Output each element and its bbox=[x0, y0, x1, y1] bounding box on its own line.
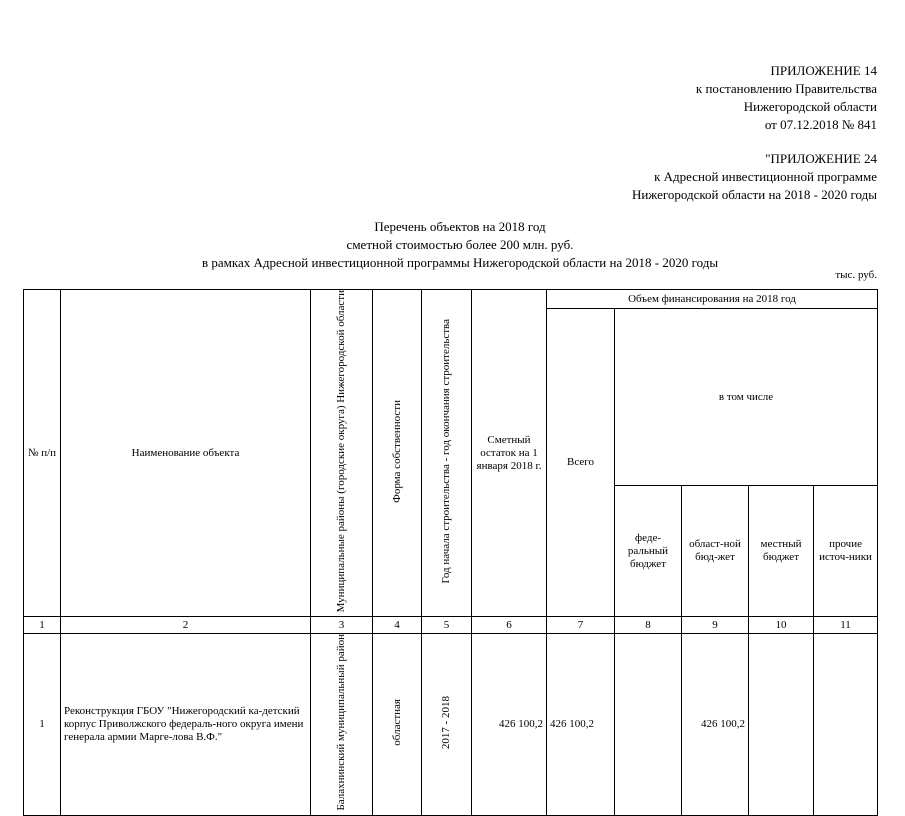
header-regional: област-ной бюд-жет bbox=[682, 486, 749, 617]
row-total: 426 100,2 bbox=[547, 634, 615, 816]
header-local: местный бюджет bbox=[749, 486, 814, 617]
title-line2: сметной стоимостью более 200 млн. руб. bbox=[346, 237, 574, 252]
header-estimate: Сметный остаток на 1 января 2018 г. bbox=[472, 290, 547, 617]
row-years-text: 2017 - 2018 bbox=[440, 696, 452, 750]
appendix-14-line2: к постановлению Правительства bbox=[695, 81, 877, 96]
row-years bbox=[422, 634, 472, 816]
row-other bbox=[814, 634, 878, 816]
col-number: 9 bbox=[682, 617, 749, 634]
col-number: 1 bbox=[24, 617, 61, 634]
header-district-text: Муниципальные районы (городские округа) Нижегородской области bbox=[335, 290, 347, 613]
column-numbers-row bbox=[24, 617, 878, 634]
appendix-24-header bbox=[632, 150, 877, 204]
col-number: 8 bbox=[615, 617, 682, 634]
row-num: 1 bbox=[24, 634, 61, 816]
row-ownership bbox=[373, 634, 422, 816]
col-number: 4 bbox=[373, 617, 422, 634]
row-regional: 426 100,2 bbox=[682, 634, 749, 816]
header-years bbox=[422, 290, 472, 617]
row-local bbox=[749, 634, 814, 816]
row-district bbox=[311, 634, 373, 816]
header-years-text: Год начала строительства - год окончания строительства bbox=[440, 318, 452, 584]
row-estimate: 426 100,2 bbox=[472, 634, 547, 816]
document-title bbox=[0, 218, 905, 272]
units-label: тыс. руб. bbox=[835, 269, 877, 281]
header-total: Всего bbox=[547, 309, 615, 617]
col-number: 6 bbox=[472, 617, 547, 634]
objects-table bbox=[23, 289, 878, 816]
row-ownership-text: областная bbox=[390, 699, 403, 746]
appendix-14-header bbox=[696, 62, 877, 134]
appendix-14-line1: ПРИЛОЖЕНИЕ 14 bbox=[770, 63, 877, 78]
row-federal bbox=[615, 634, 682, 816]
header-row-1 bbox=[24, 290, 878, 309]
col-number: 2 bbox=[61, 617, 311, 634]
appendix-14-line3: Нижегородской области bbox=[743, 99, 877, 114]
col-number: 11 bbox=[814, 617, 878, 634]
appendix-14-line4: от 07.12.2018 № 841 bbox=[764, 117, 877, 132]
header-financing: Объем финансирования на 2018 год bbox=[547, 290, 878, 309]
header-other: прочие источ-ники bbox=[814, 486, 878, 617]
header-ownership-text: Форма собственности bbox=[390, 399, 403, 503]
col-number: 10 bbox=[749, 617, 814, 634]
col-number: 3 bbox=[311, 617, 373, 634]
title-line1: Перечень объектов на 2018 год bbox=[374, 219, 546, 234]
header-name: Наименование объекта bbox=[61, 290, 311, 617]
header-district bbox=[311, 290, 373, 617]
header-including: в том числе bbox=[615, 309, 878, 486]
appendix-24-line1: "ПРИЛОЖЕНИЕ 24 bbox=[765, 151, 877, 166]
col-number: 7 bbox=[547, 617, 615, 634]
appendix-24-line3: Нижегородской области на 2018 - 2020 годы bbox=[631, 187, 877, 202]
table-row bbox=[24, 634, 878, 816]
row-district-text: Балахнинский муниципальный район bbox=[335, 634, 347, 811]
col-number: 5 bbox=[422, 617, 472, 634]
header-num: № п/п bbox=[24, 290, 61, 617]
header-federal: феде-ральный бюджет bbox=[615, 486, 682, 617]
header-ownership bbox=[373, 290, 422, 617]
row-object-name: Реконструкция ГБОУ "Нижегородский ка-детский корпус Приволжского федераль-ного округа имени генерала армии Марге-лова В.Ф." bbox=[61, 634, 311, 816]
title-line3: в рамках Адресной инвестиционной программы Нижегородской области на 2018 - 2020 годы bbox=[201, 255, 719, 270]
appendix-24-line2: к Адресной инвестиционной программе bbox=[654, 169, 877, 184]
